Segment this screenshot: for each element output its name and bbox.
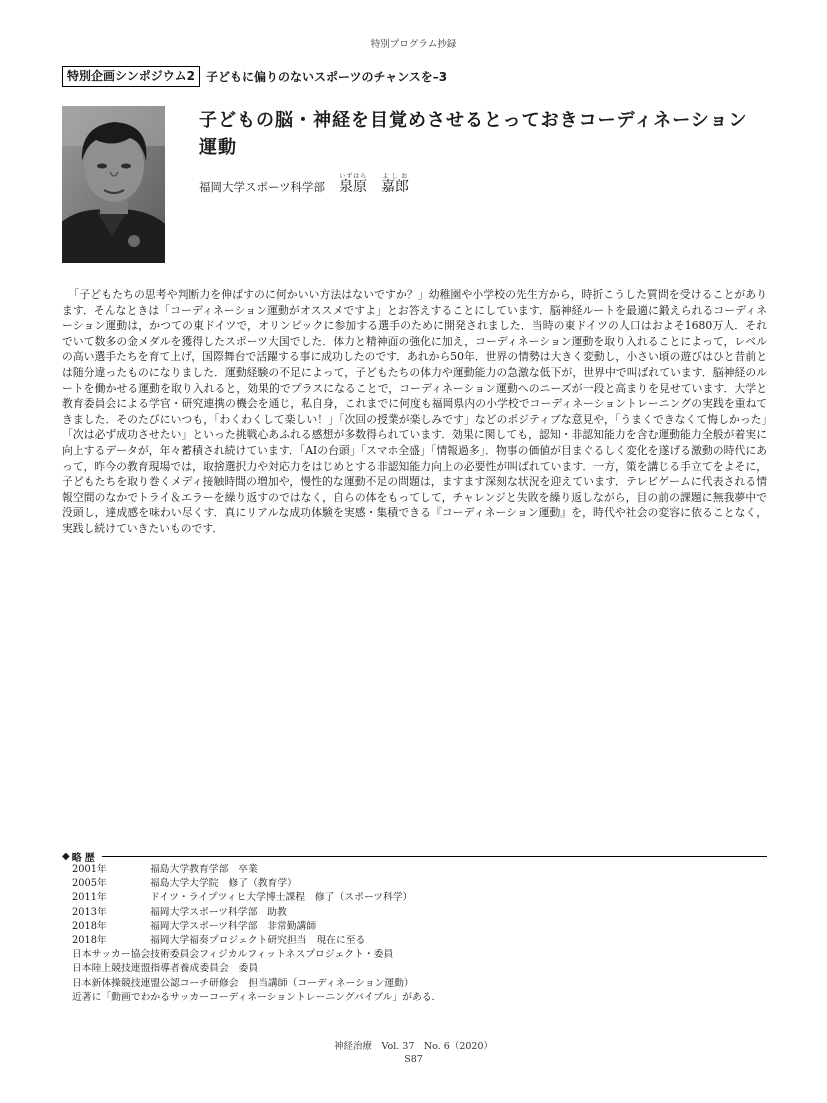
career-year: 2011年 <box>72 892 107 904</box>
career-entry <box>72 863 441 877</box>
section-badge: 特別企画シンポジウム2 <box>62 66 200 87</box>
affiliation: 福岡大学スポーツ科学部 <box>199 180 326 194</box>
career-other: 日本陸上競技連盟指導者養成委員会 委員 <box>72 963 259 975</box>
author-name <box>339 173 409 195</box>
journal-citation: 神経治療 Vol. 37 No. 6（2020） <box>334 1041 493 1052</box>
article-title <box>199 107 779 161</box>
author-surname <box>339 173 367 195</box>
career-text: 福島大学教育学部 卒業 <box>150 864 258 875</box>
career-other: 日本サッカー協会技術委員会フィジカルフィットネスプロジェクト・委員 <box>72 949 394 961</box>
career-label: 略歴 <box>71 853 98 864</box>
career-entry <box>72 877 441 891</box>
career-text: 福岡大学福奏プロジェクト研究担当 現在に至る <box>150 935 366 947</box>
section-heading <box>62 66 447 87</box>
author-surname-text: 泉原 <box>339 179 368 195</box>
career-other: 日本新体操競技連盟公認コーチ研修会 担当講師（コーディネーション運動） <box>72 977 414 989</box>
author-given-ruby: よしお <box>381 173 410 180</box>
author-info <box>199 173 409 195</box>
career-entry <box>72 906 441 920</box>
career-rule <box>102 856 767 857</box>
career-entry <box>72 920 441 934</box>
career-year: 2013年 <box>72 906 107 918</box>
article-title-line1: 子どもの脳・神経を目覚めさせるとっておきコーディネーション <box>199 110 748 131</box>
author-photo <box>62 106 165 263</box>
career-text: 福島大学大学院 修了（教育学） <box>150 878 297 890</box>
career-heading <box>62 849 767 864</box>
article-title-line2: 運動 <box>199 137 237 158</box>
section-subtitle: 子どもに偏りのないスポーツのチャンスを–3 <box>205 70 448 84</box>
abstract-body: 「子どもたちの思考や判断力を伸ばすのに何かいい方法はないですか？」幼稚園や小学校の先生方から，時折こうした質問を受けることがあります．そんなときは「コーディネーション運動がオススメですよ」とお答えすることにしています．脳神経ルートを最適に鍛えられるコーディネーション運動は，かつての東ドイツで，オリンピックに参加する選手のために開発されました．当時の東ドイツの人口はおよそ1680万人．それでいて数多の金メダルを獲得したスポーツ大国でした．体力と精神面の強化に加え，コーディネーション運動を取り入れることによって，レベルの高い選手たちを育て上げ，国際舞台で活躍する事に成功したのです．あれから50年．世界の情勢は大きく変動し，小さい頃の遊びはひと昔前とは随分違ったものになりました．運動経験の不足によって，子どもたちの体力や運動能力の急激な低下が，世界中で叫ばれています．脳神経のルートを働かせる運動を取り入れると，効果的でプラスになることで，コーディネーション運動へのニーズが一段と高まりを見せています．大学と教育委員会による学官・研究連携の機会を通じ，私自身，これまでに何度も福岡県内の小学校でコーディネーショントレーニングの実践を重ねてきました．そのたびにいつも，「わくわくして楽しい！」「次回の授業が楽しみです」などのポジティブな意見や，「うまくできなくて悔しかった」「次は必ず成功させたい」といった挑戦心あふれる感想が多数得られています．効果に関しても，認知・非認知能力を含む運動能力全般が着実に向上するデータが，年々蓄積され続けています．「AIの台頭」「スマホ全盛」「情報過多」．物事の価値が目まぐるしく変化を遂げる激動の時代にあって，昨今の教育現場では，取捨選択力や対応力をはじめとする非認知能力向上の必要性が叫ばれています．一方，策を講じる手立てをよそに，子どもたちを取り巻くメディ接触時間の増加や，慢性的な運動不足の問題は，ますます深刻な状況を迎えています．テレビゲームに代表される情報空間のなかでトライ＆エラーを繰り返すのではなく，自らの体をもってして，チャレンジと失敗を繰り返しながら，目の前の課題に無我夢中で没頭し，達成感を味わい尽くす．真にリアルな成功体験を実感・集積できる『コーディネーション運動』を，時代や社会の変容に依ることなく，実践し続けていきたいものです． <box>62 288 767 535</box>
author-given-text: 嘉郎 <box>381 179 410 195</box>
career-other: 近著に「動画でわかるサッカーコーディネーショントレーニングバイブル」がある． <box>72 991 442 1003</box>
author-surname-ruby: いずはら <box>339 173 368 180</box>
career-year: 2001年 <box>72 864 107 875</box>
career-text: ドイツ・ライプツィヒ大学博士課程 修了（スポーツ科学） <box>150 892 413 904</box>
career-text: 福岡大学スポーツ科学部 非常勤講師 <box>150 920 317 932</box>
career-text: 福岡大学スポーツ科学部 助教 <box>150 906 287 918</box>
running-header: 特別プログラム抄録 <box>370 39 457 50</box>
career-year: 2018年 <box>72 920 107 932</box>
career-entry <box>72 891 441 905</box>
career-entry <box>72 934 441 948</box>
author-given <box>381 173 409 195</box>
career-year: 2018年 <box>72 935 107 947</box>
career-list <box>72 863 441 1005</box>
page-number: S87 <box>404 1054 423 1065</box>
career-year: 2005年 <box>72 878 107 890</box>
diamond-icon: ◆ <box>62 851 70 862</box>
